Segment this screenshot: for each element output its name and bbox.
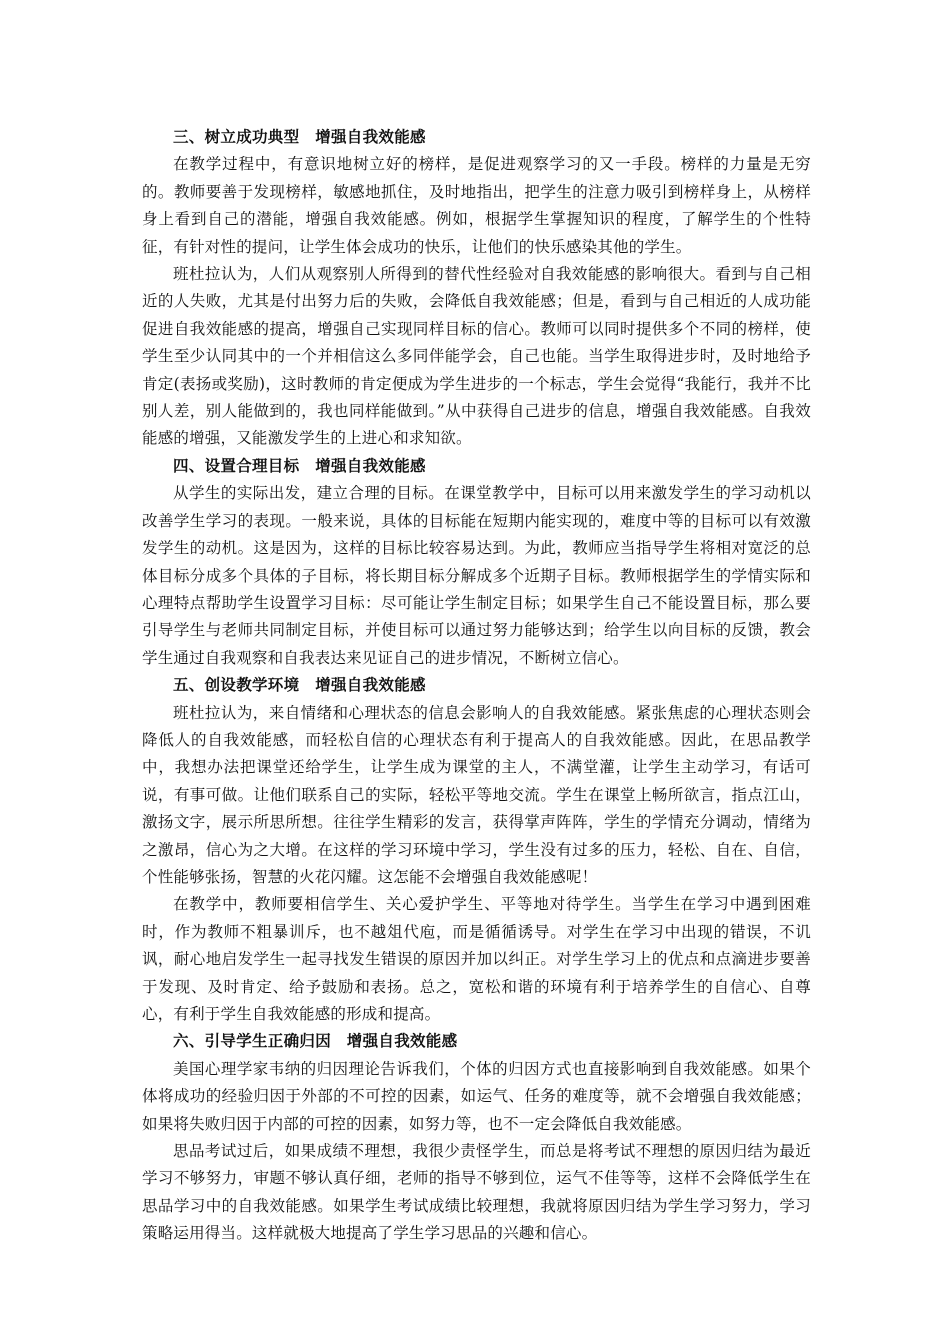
section-heading-6: 六、引导学生正确归因 增强自我效能感 [173,1032,458,1051]
section-heading-5: 五、创设教学环境 增强自我效能感 [173,676,426,695]
paragraph: 在教学过程中，有意识地树立好的榜样，是促进观察学习的又一手段。榜样的力量是无穷的。教师要善于发现榜样，敏感地抓住，及时地指出，把学生的注意力吸引到榜样身上，从榜样身上看到自己的潜能，增强自我效能感。例如，根据学生掌握知识的程度，了解学生的个性特征，有针对性的提问，让学生体会成功的快乐，让他们的快乐感染其他的学生。 [142,155,811,256]
paragraph: 班杜拉认为，人们从观察别人所得到的替代性经验对自我效能感的影响很大。看到与自己相近的人失败，尤其是付出努力后的失败，会降低自我效能感；但是，看到与自己相近的人成功能促进自我效能感的提高，增强自己实现同样目标的信心。教师可以同时提供多个不同的榜样，使学生至少认同其中的一个并相信这么多同伴能学会，自己也能。当学生取得进步时，及时地给予肯定(表扬或奖励)，这时教师的肯定便成为学生进步的一个标志，学生会觉得“我能行，我并不比别人差，别人能做到的，我也同样能做到。”从中获得自己进步的信息，增强自我效能感。自我效能感的增强，又能激发学生的上进心和求知欲。 [142,265,811,448]
paragraph: 班杜拉认为，来自情绪和心理状态的信息会影响人的自我效能感。紧张焦虑的心理状态则会降低人的自我效能感，而轻松自信的心理状态有利于提高人的自我效能感。因此，在思品教学中，我想办法把课堂还给学生，让学生成为课堂的主人，不满堂灌，让学生主动学习，有话可说，有事可做。让他们联系自己的实际，轻松平等地交流。学生在课堂上畅所欲言，指点江山，激扬文字，展示所思所想。往往学生精彩的发言，获得掌声阵阵，学生的学情充分调动，情绪为之激昂，信心为之大增。在这样的学习环境中学习，学生没有过多的压力，轻松、自在、自信，个性能够张扬，智慧的火花闪耀。这怎能不会增强自我效能感呢！ [142,703,811,886]
document-body [142,124,811,1248]
paragraph: 思品考试过后，如果成绩不理想，我很少责怪学生，而总是将考试不理想的原因归结为最近学习不够努力，审题不够认真仔细，老师的指导不够到位，运气不佳等等，这样不会降低学生在思品学习中的自我效能感。如果学生考试成绩比较理想，我就将原因归结为学生学习努力，学习策略运用得当。这样就极大地提高了学生学习思品的兴趣和信心。 [142,1142,811,1243]
section-heading-4: 四、设置合理目标 增强自我效能感 [173,456,426,475]
section-heading-3: 三、树立成功典型 增强自我效能感 [173,128,426,146]
paragraph: 从学生的实际出发，建立合理的目标。在课堂教学中，目标可以用来激发学生的学习动机以改善学生学习的表现。一般来说，具体的目标能在短期内能实现的，难度中等的目标可以有效激发学生的动机。这是因为，这样的目标比较容易达到。为此，教师应当指导学生将相对宽泛的总体目标分成多个具体的子目标，将长期目标分解成多个近期子目标。教师根据学生的学情实际和心理特点帮助学生设置学习目标：尽可能让学生制定目标；如果学生自己不能设置目标，那么要引导学生与老师共同制定目标，并使目标可以通过努力能够达到；给学生以向目标的反馈，教会学生通过自我观察和自我表达来见证自己的进步情况，不断树立信心。 [142,484,811,667]
paragraph: 美国心理学家韦纳的归因理论告诉我们，个体的归因方式也直接影响到自我效能感。如果个体将成功的经验归因于外部的不可控的因素，如运气、任务的难度等，就不会增强自我效能感；如果将失败归因于内部的可控的因素，如努力等，也不一定会降低自我效能感。 [142,1059,811,1133]
paragraph: 在教学中，教师要相信学生、关心爱护学生、平等地对待学生。当学生在学习中遇到困难时，作为教师不粗暴训斥，也不越俎代庖，而是循循诱导。对学生在学习中出现的错误，不讥讽，耐心地启发学生一起寻找发生错误的原因并加以纠正。对学生学习上的优点和点滴进步要善于发现、及时肯定、给予鼓励和表扬。总之，宽松和谐的环境有利于培养学生的自信心、自尊心，有利于学生自我效能感的形成和提高。 [142,895,811,1023]
